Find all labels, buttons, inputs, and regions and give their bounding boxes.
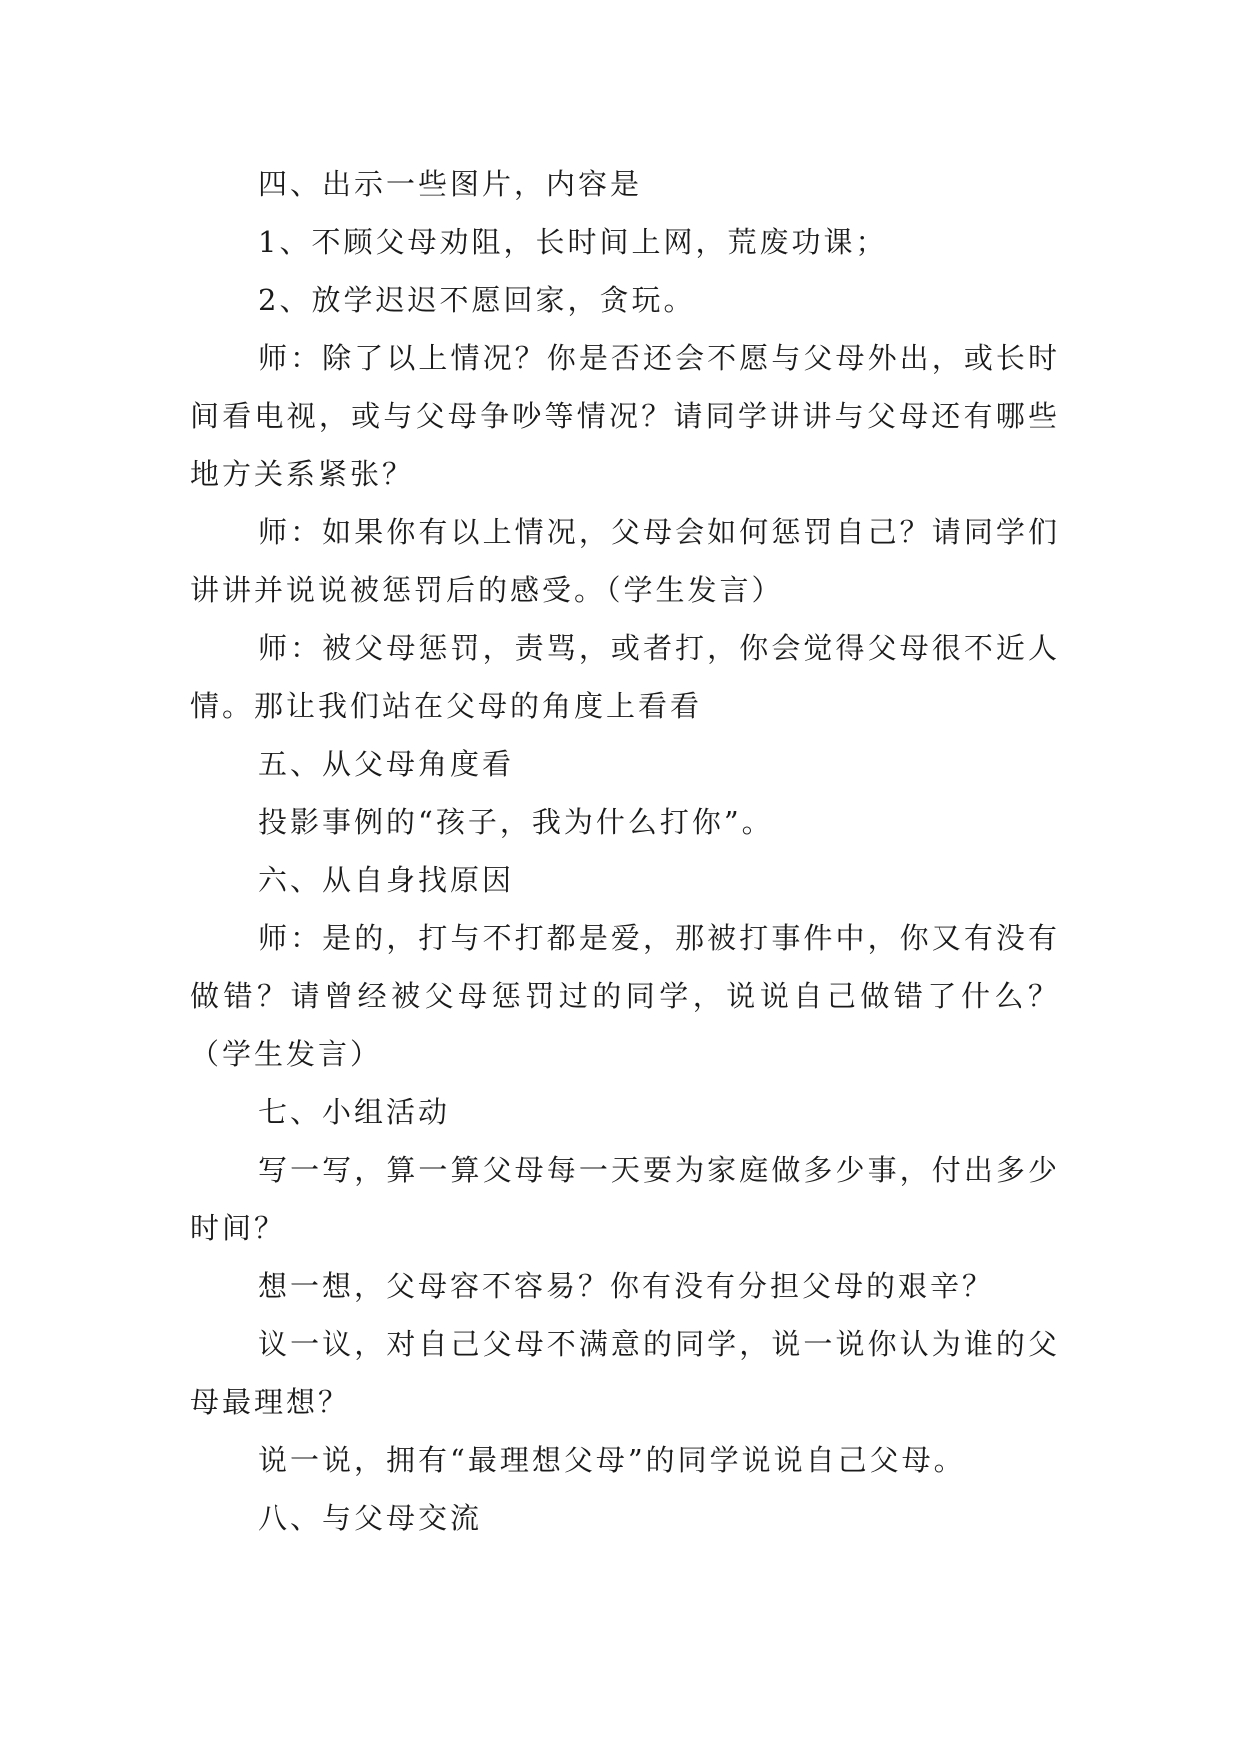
activity-think: 想一想，父母容不容易？你有没有分担父母的艰辛？ [258, 1269, 995, 1303]
projection-paragraph: 投影事例的“孩子，我为什么打你”。 [258, 805, 774, 839]
activity-write: 写一写，算一算父母每一天要为家庭做多少事，付出多少时间？ [190, 1153, 1060, 1245]
list-item-2: 2、放学迟迟不愿回家，贪玩。 [258, 283, 696, 317]
section-heading-4: 四、出示一些图片，内容是 [258, 167, 643, 201]
teacher-paragraph-4: 师：是的，打与不打都是爱，那被打事件中，你又有没有做错？请曾经被父母惩罚过的同学，说说自己做错了什么？（学生发言） [190, 921, 1060, 1071]
list-item-1: 1、不顾父母劝阻，长时间上网，荒废功课； [258, 225, 888, 259]
section-heading-8: 八、与父母交流 [258, 1501, 483, 1535]
document-page [190, 155, 1060, 1547]
teacher-paragraph-1: 师：除了以上情况？你是否还会不愿与父母外出，或长时间看电视，或与父母争吵等情况？请同学讲讲与父母还有哪些地方关系紧张？ [190, 341, 1060, 491]
activity-discuss: 议一议，对自己父母不满意的同学，说一说你认为谁的父母最理想？ [190, 1327, 1060, 1419]
section-heading-6: 六、从自身找原因 [258, 863, 515, 897]
teacher-paragraph-3: 师：被父母惩罚，责骂，或者打，你会觉得父母很不近人情。那让我们站在父母的角度上看看 [190, 631, 1060, 723]
activity-speak: 说一说，拥有“最理想父母”的同学说说自己父母。 [258, 1443, 966, 1477]
section-heading-5: 五、从父母角度看 [258, 747, 515, 781]
section-heading-7: 七、小组活动 [258, 1095, 451, 1129]
teacher-paragraph-2: 师：如果你有以上情况，父母会如何惩罚自己？请同学们讲讲并说说被惩罚后的感受。（学生发言） [190, 515, 1060, 607]
